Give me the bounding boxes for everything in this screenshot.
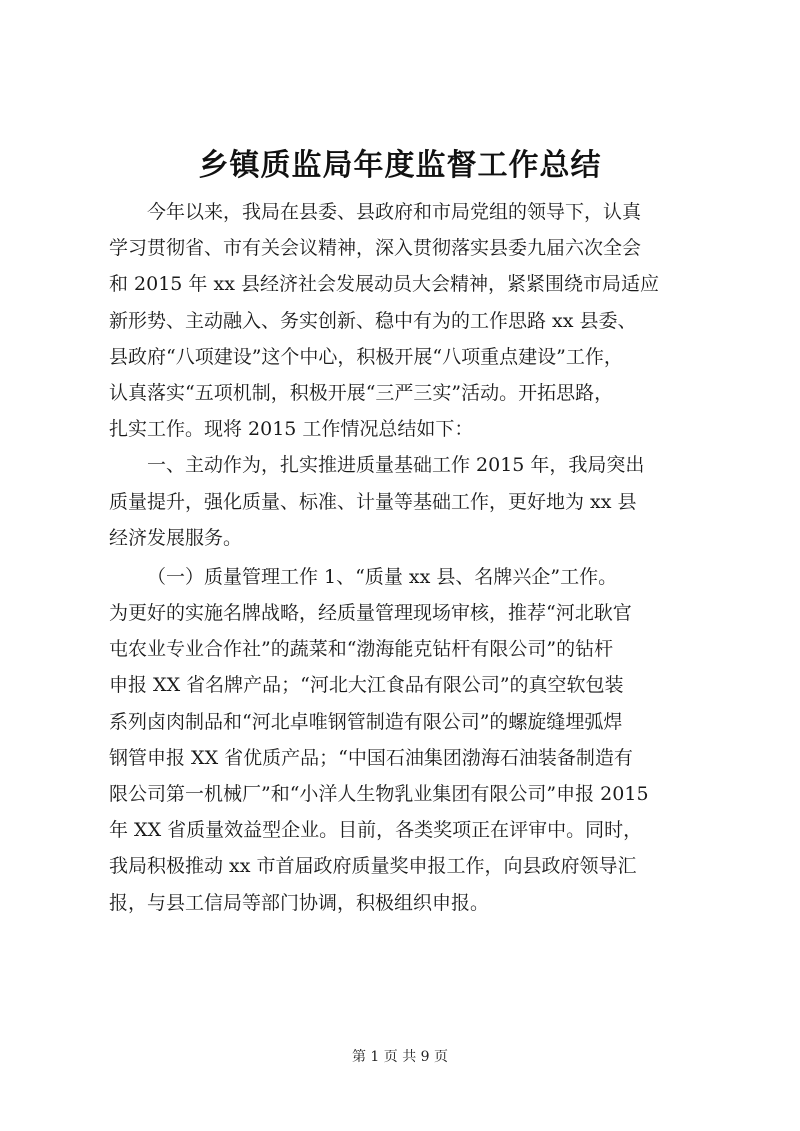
paragraph-3-line-9: 我局积极推动 xx 市首届政府质量奖申报工作，向县政府领导汇 bbox=[109, 855, 637, 878]
paragraph-2-line-1: 一、主动作为，扎实推进质量基础工作 2015 年，我局突出 bbox=[147, 454, 645, 477]
page-number-footer: 第 1 页 共 9 页 bbox=[351, 1049, 449, 1065]
paragraph-1-line-5: 县政府“八项建设”这个中心，积极开展“八项重点建设”工作， bbox=[109, 345, 623, 368]
paragraph-1-line-2: 学习贯彻省、市有关会议精神，深入贯彻落实县委九届六次全会 bbox=[109, 237, 642, 260]
paragraph-3-line-6: 钢管申报 XX 省优质产品；“中国石油集团渤海石油装备制造有 bbox=[109, 746, 633, 769]
paragraph-1-line-7: 扎实工作。现将 2015 工作情况总结如下： bbox=[109, 418, 474, 441]
document-title: 乡镇质监局年度监督工作总结 bbox=[198, 148, 602, 183]
paragraph-1-line-4: 新形势、主动融入、务实创新、稳中有为的工作思路 xx 县委、 bbox=[109, 309, 637, 332]
paragraph-3-line-3: 屯农业专业合作社”的蔬菜和“渤海能克钻杆有限公司”的钻杆 bbox=[109, 638, 614, 661]
paragraph-1-line-1: 今年以来，我局在县委、县政府和市局党组的领导下，认真 bbox=[147, 201, 642, 223]
paragraph-1-line-6: 认真落实“五项机制，积极开展“三严三实”活动。开拓思路， bbox=[109, 381, 614, 404]
paragraph-3-line-8: 年 XX 省质量效益型企业。目前，各类奖项正在评审中。同时， bbox=[109, 819, 643, 842]
document-body bbox=[109, 194, 709, 921]
paragraph-3-line-1: （一）质量管理工作 1、“质量 xx 县、名牌兴企”工作。 bbox=[147, 565, 618, 588]
paragraph-3-line-4: 申报 XX 省名牌产品；“河北大江食品有限公司”的真空软包装 bbox=[109, 674, 624, 697]
paragraph-2-line-2: 质量提升，强化质量、标准、计量等基础工作，更好地为 xx 县 bbox=[109, 490, 637, 513]
paragraph-1-line-3: 和 2015 年 xx 县经济社会发展动员大会精神，紧紧围绕市局适应 bbox=[109, 273, 659, 296]
paragraph-3-line-5: 系列卤肉制品和“河北卓唯钢管制造有限公司”的螺旋缝埋弧焊 bbox=[109, 710, 623, 733]
paragraph-3-line-7: 限公司第一机械厂”和“小洋人生物乳业集团有限公司”申报 2015 bbox=[109, 783, 649, 805]
paragraph-3-line-10: 报，与县工信局等部门协调，积极组织申报。 bbox=[109, 891, 490, 914]
paragraph-2-line-3: 经济发展服务。 bbox=[109, 526, 243, 549]
paragraph-3-line-2: 为更好的实施名牌战略，经质量管理现场审核，推荐“河北耿官 bbox=[109, 602, 632, 625]
